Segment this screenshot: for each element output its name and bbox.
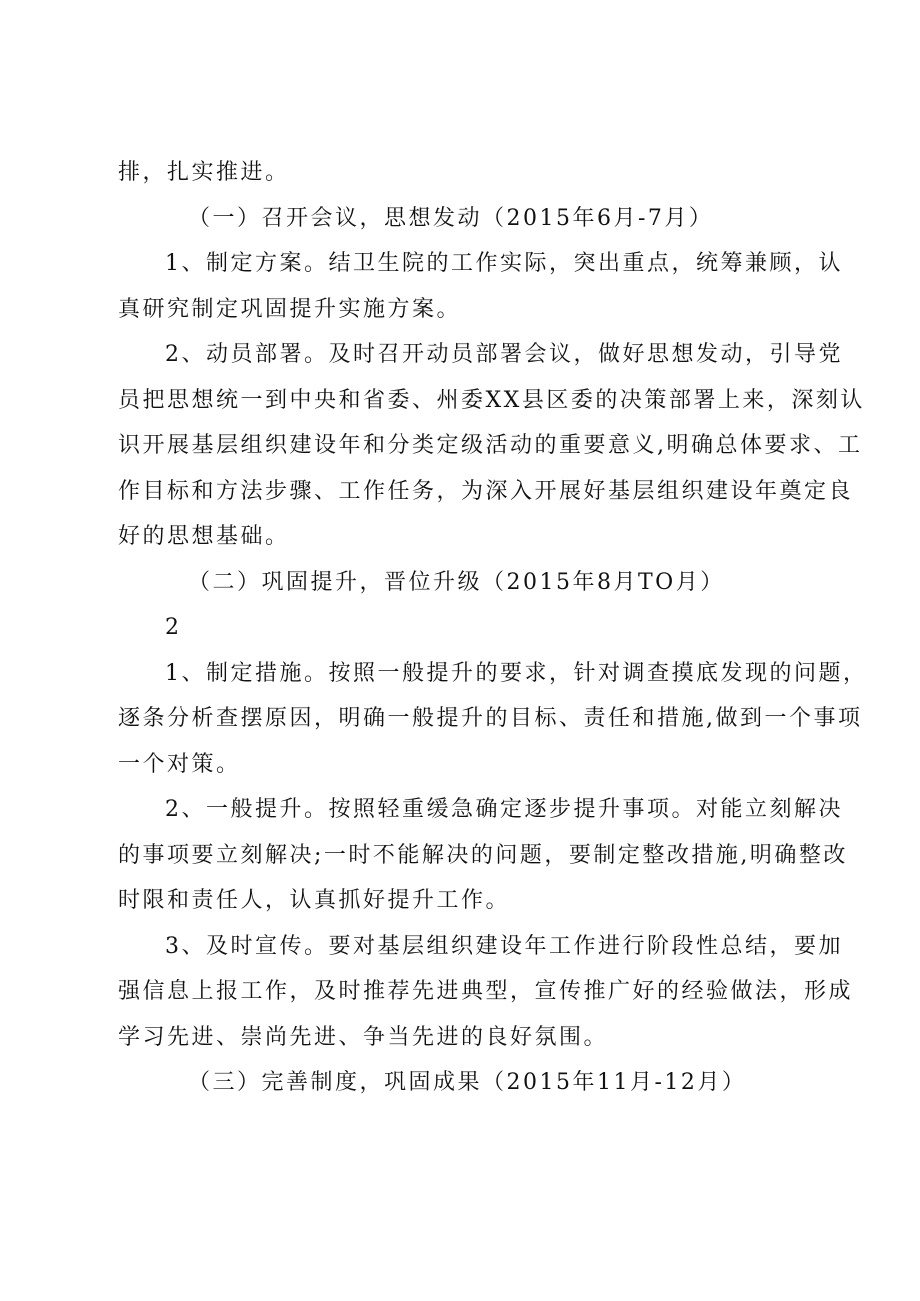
section-heading-2: （二）巩固提升，晋位升级（2015年8月TO月）: [188, 569, 725, 595]
page-number: 2: [165, 615, 182, 640]
paragraph-line: 1、制定方案。结卫生院的工作实际，突出重点，统筹兼顾，认: [165, 251, 843, 276]
paragraph-line: 逐条分析查摆原因，明确一般提升的目标、责任和措施,做到一个事项: [118, 706, 863, 731]
paragraph-line: 真研究制定巩固提升实施方案。: [118, 296, 462, 322]
paragraph-line: 2、一般提升。按照轻重缓急确定逐步提升事项。对能立刻解决: [165, 797, 843, 822]
paragraph-line: 强信息上报工作，及时推荐先进典型，宣传推广好的经验做法，形成: [118, 979, 854, 1004]
paragraph-line: 3、及时宣传。要对基层组织建设年工作进行阶段性总结，要加: [165, 933, 843, 959]
paragraph-line: 作目标和方法步骤、工作任务，为深入开展好基层组织建设年奠定良: [118, 478, 854, 504]
section-heading-1: （一）召开会议，思想发动（2015年6月-7月）: [188, 205, 714, 231]
paragraph-line: 排，扎实推进。: [118, 160, 290, 185]
paragraph-line: 好的思想基础。: [118, 524, 290, 549]
paragraph-line: 时限和责任人，认真抓好提升工作。: [118, 888, 511, 913]
paragraph-line: 一个对策。: [118, 751, 241, 777]
paragraph-line: 学习先进、崇尚先进、争当先进的良好氛围。: [118, 1024, 609, 1050]
paragraph-line: 2、动员部署。及时召开动员部署会议，做好思想发动，引导党: [165, 342, 843, 367]
paragraph-line: 1、制定措施。按照一般提升的要求，针对调查摸底发现的问题，: [165, 660, 868, 686]
paragraph-line: 识开展基层组织建设年和分类定级活动的重要意义,明确总体要求、工: [118, 433, 863, 458]
section-heading-3: （三）完善制度，巩固成果（2015年11月-12月）: [188, 1070, 747, 1095]
document-body: [118, 150, 868, 1106]
paragraph-line: 的事项要立刻解决;一时不能解决的问题，要制定整改措施,明确整改: [118, 842, 848, 868]
paragraph-line: 员把思想统一到中央和省委、州委XX县区委的决策部署上来，深刻认: [118, 387, 865, 413]
